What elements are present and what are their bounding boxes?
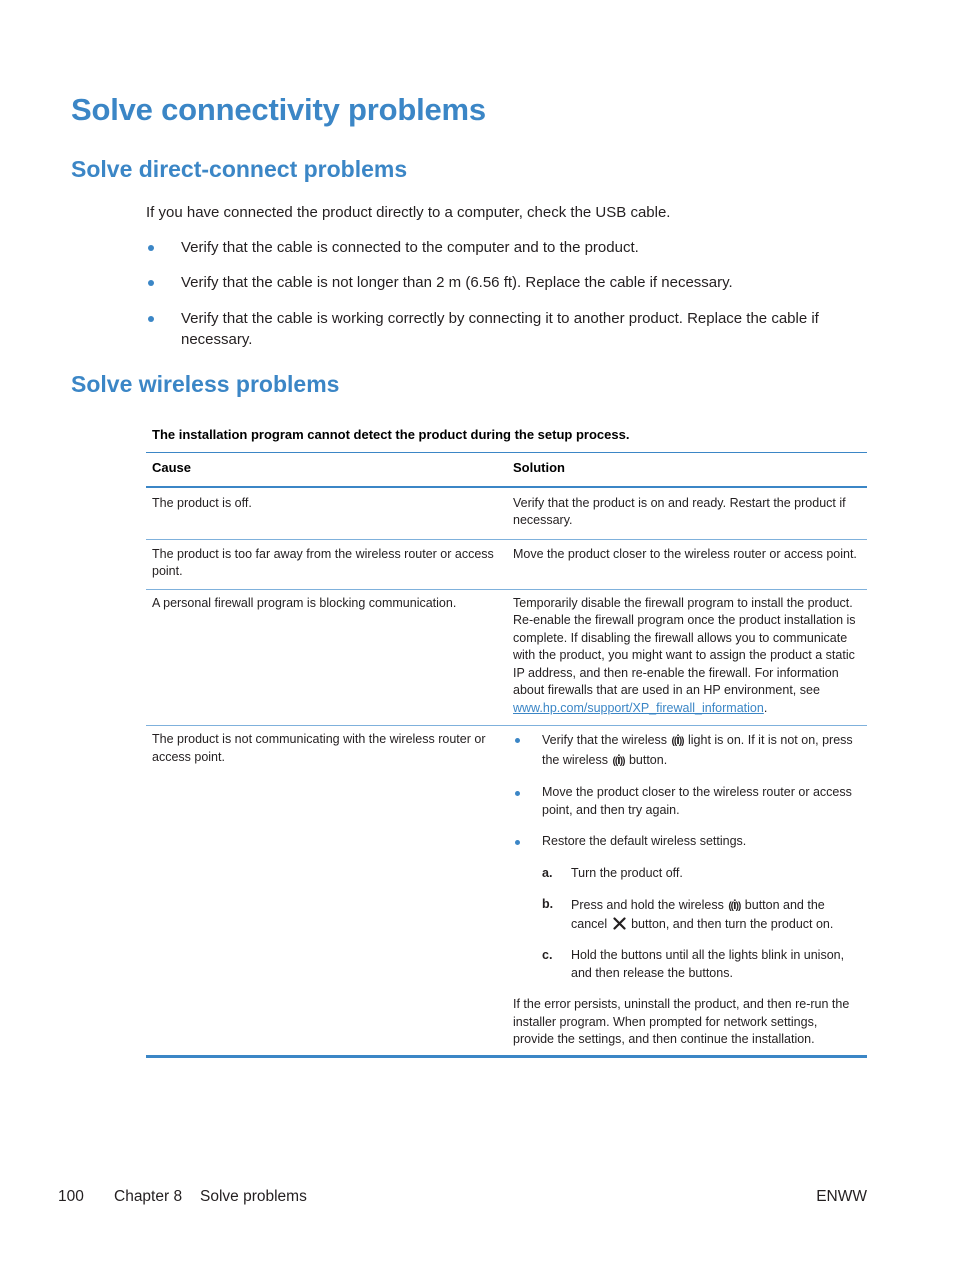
bullet-dot-icon	[515, 840, 520, 845]
bullet-dot-icon	[515, 738, 520, 743]
table-caption: The installation program cannot detect the product during the setup process.	[152, 427, 630, 442]
wireless-troubleshooting-table	[146, 452, 867, 1058]
section-heading-wireless: Solve wireless problems	[71, 371, 340, 397]
bullet-dot-icon	[148, 245, 154, 251]
link-suffix: .	[763, 700, 768, 715]
wireless-icon: ((i))	[612, 751, 625, 767]
steps-list	[542, 865, 861, 983]
solution-bullet-list	[513, 731, 861, 982]
solution-cell	[507, 726, 867, 1057]
wireless-icon: ((i))	[728, 897, 741, 912]
step-item: c. Hold the buttons until all the lights blink in unison, and then release the buttons.	[542, 948, 845, 980]
closing-note: If the error persists, uninstall the product, and then re-run the installer program. When prompted for network settings, provide the settings, and then continue the installation.	[513, 997, 850, 1046]
footer-chapter-title: Solve problems	[200, 1188, 307, 1205]
cause-cell: The product is too far away from the wireless router or access point.	[146, 539, 507, 589]
bullet-text: Verify that the cable is not longer than 2 m (6.56 ft). Replace the cable if necessary.	[181, 274, 733, 291]
cause-cell: The product is off.	[146, 487, 507, 540]
direct-connect-intro: If you have connected the product directly to a computer, check the USB cable.	[146, 204, 671, 221]
bullet-text: Verify that the cable is working correctly by connecting it to another product. Replace the cable if necessary.	[181, 310, 819, 348]
solution-text: Temporarily disable the firewall program to install the product. Re-enable the firewall program once the product installation is complete. If disabling the firewall allows you to communicate with the product, you might want to assign the product a static IP address, and then re-enable the firewall. For information about firewalls that are used in an HP environment, see	[513, 595, 856, 697]
table-row	[146, 487, 867, 540]
list-item	[146, 237, 866, 258]
column-header-cause: Cause	[146, 453, 507, 487]
solution-cell	[507, 589, 867, 726]
column-header-solution: Solution	[507, 453, 867, 487]
page-title: Solve connectivity problems	[71, 92, 486, 127]
section-heading-direct-connect: Solve direct-connect problems	[71, 156, 408, 182]
bullet-text: Verify that the cable is connected to the computer and to the product.	[181, 239, 639, 256]
cancel-x-icon	[613, 917, 626, 930]
table-row	[146, 539, 867, 589]
solution-cell: Verify that the product is on and ready. Restart the product if necessary.	[507, 487, 867, 540]
firewall-info-link[interactable]: www.hp.com/support/XP_firewall_information	[513, 700, 764, 715]
step-item: a. Turn the product off.	[542, 865, 861, 883]
list-item	[146, 308, 866, 350]
table-row	[146, 589, 867, 726]
step-label: b.	[542, 897, 554, 911]
page-number: 100	[58, 1188, 84, 1205]
list-item: Move the product closer to the wireless router or access point, and then try again.	[513, 784, 861, 819]
list-item: Restore the default wireless settings. a. Turn the product off. b. Press and hold the wireless ((i)) button and the cancel button, and then turn the product on. c. Hold the buttons until all the lights blink in unison, and then release the buttons.	[513, 833, 861, 982]
table-header-row	[146, 453, 867, 487]
footer-locale-code: ENWW	[816, 1188, 867, 1205]
step-label: c.	[542, 948, 553, 962]
step-label: a.	[542, 865, 553, 880]
bullet-dot-icon	[148, 280, 154, 286]
cause-cell: The product is not communicating with the wireless router or access point.	[146, 726, 507, 1057]
list-item	[146, 272, 866, 293]
list-item: Verify that the wireless ((i)) light is on. If it is not on, press the wireless ((i)) button.	[513, 731, 861, 770]
solution-cell: Move the product closer to the wireless router or access point.	[507, 539, 867, 589]
bullet-dot-icon	[515, 791, 520, 796]
table-row	[146, 726, 867, 1057]
bullet-dot-icon	[148, 316, 154, 322]
wireless-icon: ((i))	[671, 732, 684, 747]
footer-chapter: Chapter 8	[114, 1188, 183, 1205]
direct-connect-bullet-list	[146, 237, 866, 350]
cause-cell: A personal firewall program is blocking communication.	[146, 589, 507, 726]
step-item: b. Press and hold the wireless ((i)) button and the cancel button, and then turn the product on.	[542, 897, 834, 931]
